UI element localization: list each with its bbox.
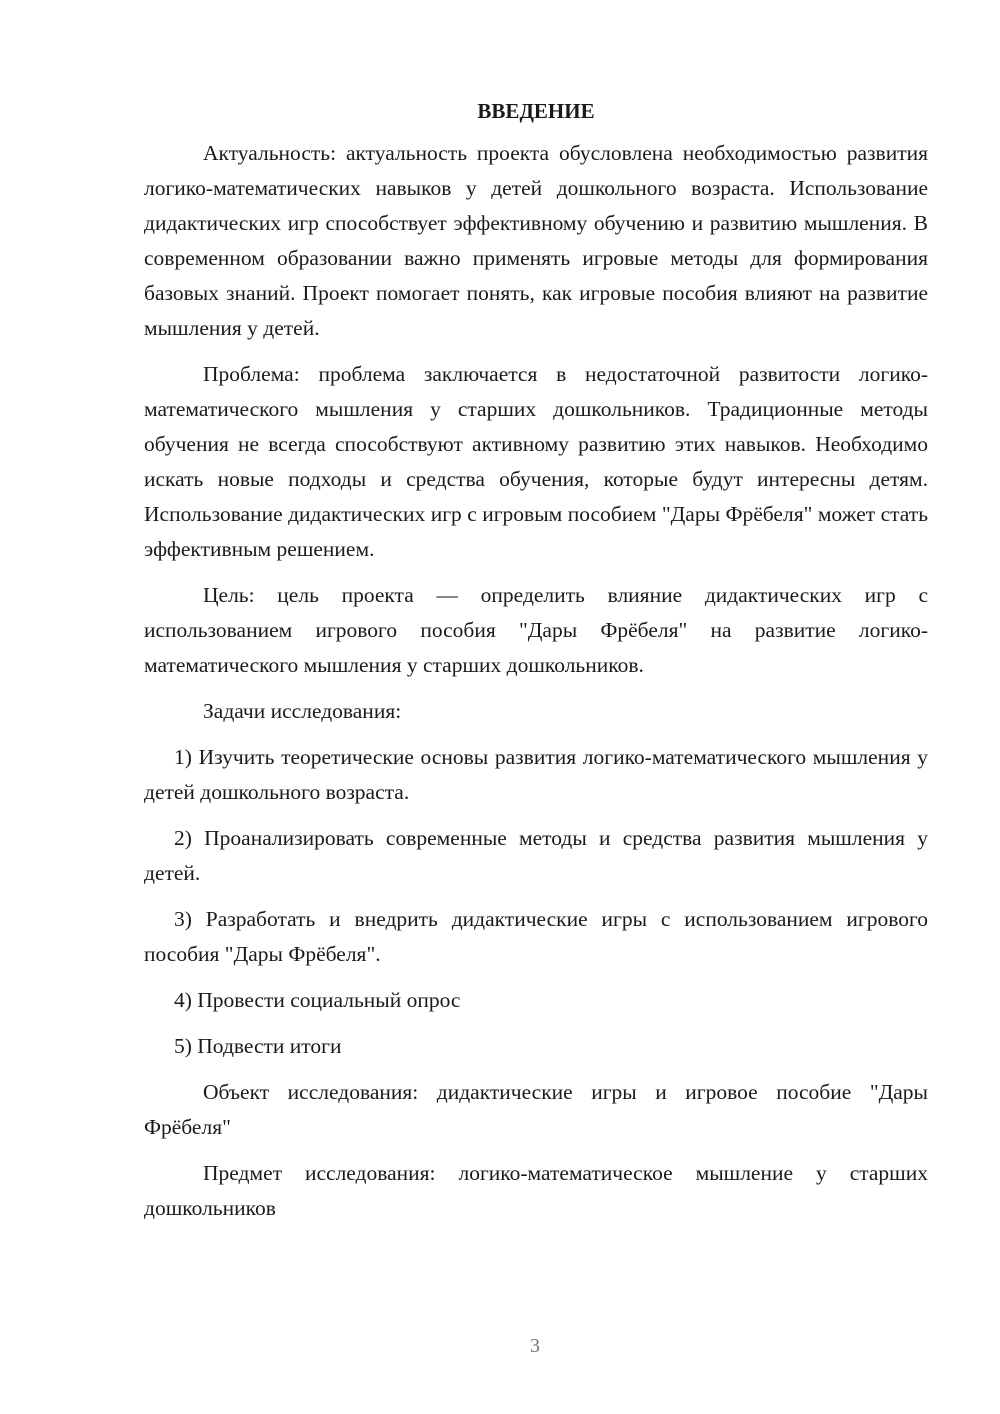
task-item: 2) Проанализировать современные методы и средства развития мышления у детей.	[144, 826, 928, 885]
page-number: 3	[530, 1335, 540, 1357]
task-item: 4) Провести социальный опрос	[174, 988, 461, 1012]
research-subject-paragraph: Предмет исследования: логико-математическое мышление у старших дошкольников	[144, 1161, 928, 1220]
page-content	[144, 96, 928, 1226]
task-item: 1) Изучить теоретические основы развития логико-математического мышления у детей дошкольного возраста.	[144, 745, 928, 804]
task-item: 5) Подвести итоги	[174, 1034, 342, 1058]
goal-paragraph: Цель: цель проекта — определить влияние дидактических игр с использованием игрового пособия "Дары Фрёбеля" на развитие логико-математического мышления у старших дошкольников.	[144, 583, 928, 677]
research-object-paragraph: Объект исследования: дидактические игры и игровое пособие "Дары Фрёбеля"	[144, 1080, 928, 1139]
task-item: 3) Разработать и внедрить дидактические игры с использованием игрового пособия "Дары Фрёбеля".	[144, 907, 928, 966]
relevance-paragraph: Актуальность: актуальность проекта обусловлена необходимостью развития логико-математических навыков у детей дошкольного возраста. Использование дидактических игр способствует эффективному обучению и развитию мышления. В современном образовании важно применять игровые методы для формирования базовых знаний. Проект помогает понять, как игровые пособия влияют на развитие мышления у детей.	[144, 141, 928, 340]
tasks-heading: Задачи исследования:	[203, 699, 402, 723]
problem-paragraph: Проблема: проблема заключается в недостаточной развитости логико-математического мышления у старших дошкольников. Традиционные методы обучения не всегда способствуют активному развитию этих навыков. Необходимо искать новые подходы и средства обучения, которые будут интересны детям. Использование дидактических игр с игровым пособием "Дары Фрёбеля" может стать эффективным решением.	[144, 362, 928, 561]
section-title: ВВЕДЕНИЕ	[477, 99, 595, 123]
